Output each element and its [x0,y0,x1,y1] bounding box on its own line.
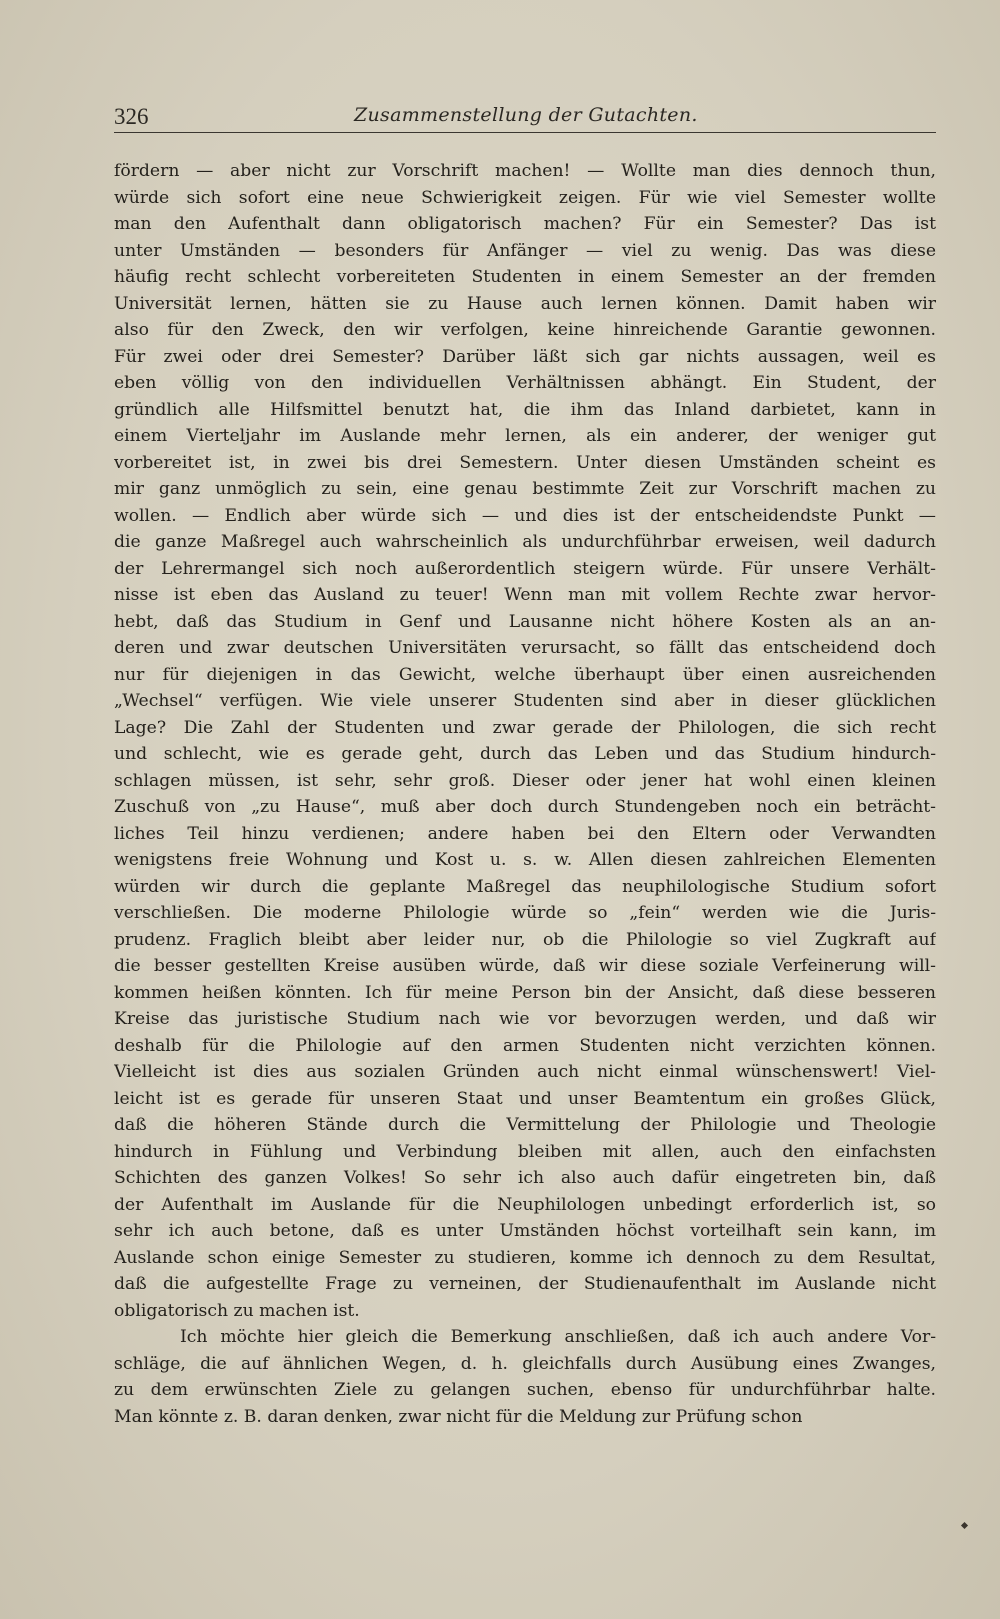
text-line: Zuschuß von „zu Hause“, muß aber doch durch Stundengeben noch ein beträcht- [114,797,936,817]
text-line: daß die höheren Stände durch die Vermittelung der Philologie und Theologie [114,1115,936,1135]
text-line: der Lehrermangel sich noch außerordentlich steigern würde. Für unsere Verhält- [114,558,936,579]
text-line: Lage? Die Zahl der Studenten und zwar gerade der Philologen, die sich recht [114,717,936,738]
text-line: nur für diejenigen in das Gewicht, welche überhaupt über einen ausreichenden [114,664,936,685]
text-line: deren und zwar deutschen Universitäten verursacht, so fällt das entscheidend doch [114,638,936,658]
text-line: hebt, daß das Studium in Genf und Lausanne nicht höhere Kosten als an an- [114,611,936,632]
text-line: Universität lernen, hätten sie zu Hause auch lernen können. Damit haben wir [114,293,936,314]
text-line: eben völlig von den individuellen Verhältnissen abhängt. Ein Student, der [114,373,936,393]
text-line: die besser gestellten Kreise ausüben würde, daß wir diese soziale Verfeinerung will- [114,956,936,976]
text-line: prudenz. Fraglich bleibt aber leider nur, ob die Philologie so viel Zugkraft auf [114,929,936,950]
text-line: „Wechsel“ verfügen. Wie viele unserer Studenten sind aber in dieser glücklichen [114,691,936,711]
text-line: Kreise das juristische Studium nach wie vor bevorzugen werden, und daß wir [114,1009,936,1029]
text-line: schlagen müssen, ist sehr, sehr groß. Dieser oder jener hat wohl einen kleinen [114,770,936,791]
text-line: Schichten des ganzen Volkes! So sehr ich also auch dafür eingetreten bin, daß [114,1168,936,1188]
text-line: deshalb für die Philologie auf den armen Studenten nicht verzichten können. [114,1035,936,1056]
text-line: leicht ist es gerade für unseren Staat und unser Beamtentum ein großes Glück, [114,1088,936,1109]
text-line: fördern — aber nicht zur Vorschrift machen! — Wollte man dies dennoch thun, [114,161,936,181]
text-line: also für den Zweck, den wir verfolgen, keine hinreichende Garantie gewonnen. [114,320,936,340]
text-line: Ich möchte hier gleich die Bemerkung anschließen, daß ich auch andere Vor- [180,1327,936,1347]
text-line: häufig recht schlecht vorbereiteten Studenten in einem Semester an der fremden [114,267,936,287]
text-line: wenigstens freie Wohnung und Kost u. s. w. Allen diesen zahlreichen Elementen [114,850,936,870]
text-line: wollen. — Endlich aber würde sich — und dies ist der entscheidendste Punkt — [114,505,936,526]
text-line: die ganze Maßregel auch wahrscheinlich als undurchführbar erweisen, weil dadurch [114,532,936,552]
text-line: sehr ich auch betone, daß es unter Umständen höchst vorteilhaft sein kann, im [114,1221,936,1241]
text-line: hindurch in Fühlung und Verbindung bleiben mit allen, auch den einfachsten [114,1141,936,1162]
text-line: man den Aufenthalt dann obligatorisch machen? Für ein Semester? Das ist [114,214,936,234]
running-head: Zusammenstellung der Gutachten. [354,104,698,126]
text-line: Auslande schon einige Semester zu studieren, komme ich dennoch zu dem Resultat, [114,1247,936,1268]
body-text [114,158,936,1430]
text-line: zu dem erwünschten Ziele zu gelangen suchen, ebenso für undurchführbar halte. [114,1380,936,1400]
text-line: obligatorisch zu machen ist. [114,1300,360,1321]
text-line: Für zwei oder drei Semester? Darüber läßt sich gar nichts aussagen, weil es [114,346,936,367]
text-line: Man könnte z. B. daran denken, zwar nicht für die Meldung zur Prüfung schon [114,1406,803,1427]
text-line: verschließen. Die moderne Philologie würde so „fein“ werden wie die Juris- [114,903,936,923]
text-line: und schlecht, wie es gerade geht, durch das Leben und das Studium hindurch- [114,744,936,764]
text-line: der Aufenthalt im Auslande für die Neuphilologen unbedingt erforderlich ist, so [114,1194,936,1215]
page-number: 326 [114,104,149,129]
text-line: Vielleicht ist dies aus sozialen Gründen auch nicht einmal wünschenswert! Viel- [114,1062,936,1082]
page-header [114,100,936,133]
text-line: unter Umständen — besonders für Anfänger — viel zu wenig. Das was diese [114,240,936,261]
text-line: mir ganz unmöglich zu sein, eine genau bestimmte Zeit zur Vorschrift machen zu [114,479,936,499]
text-line: würden wir durch die geplante Maßregel das neuphilologische Studium sofort [114,876,936,897]
ink-speck [961,1522,968,1529]
text-line: vorbereitet ist, in zwei bis drei Semestern. Unter diesen Umständen scheint es [114,452,936,473]
text-line: liches Teil hinzu verdienen; andere haben bei den Eltern oder Verwandten [114,823,936,844]
text-line: kommen heißen könnten. Ich für meine Person bin der Ansicht, daß diese besseren [114,982,936,1003]
text-line: würde sich sofort eine neue Schwierigkeit zeigen. Für wie viel Semester wollte [114,187,936,208]
text-line: gründlich alle Hilfsmittel benutzt hat, die ihm das Inland darbietet, kann in [114,399,936,420]
text-line: daß die aufgestellte Frage zu verneinen, der Studienaufenthalt im Auslande nicht [114,1274,936,1294]
text-line: nisse ist eben das Ausland zu teuer! Wenn man mit vollem Rechte zwar hervor- [114,585,936,605]
text-line: schläge, die auf ähnlichen Wegen, d. h. gleichfalls durch Ausübung eines Zwanges, [114,1353,936,1374]
text-line: einem Vierteljahr im Auslande mehr lernen, als ein anderer, der weniger gut [114,426,936,446]
